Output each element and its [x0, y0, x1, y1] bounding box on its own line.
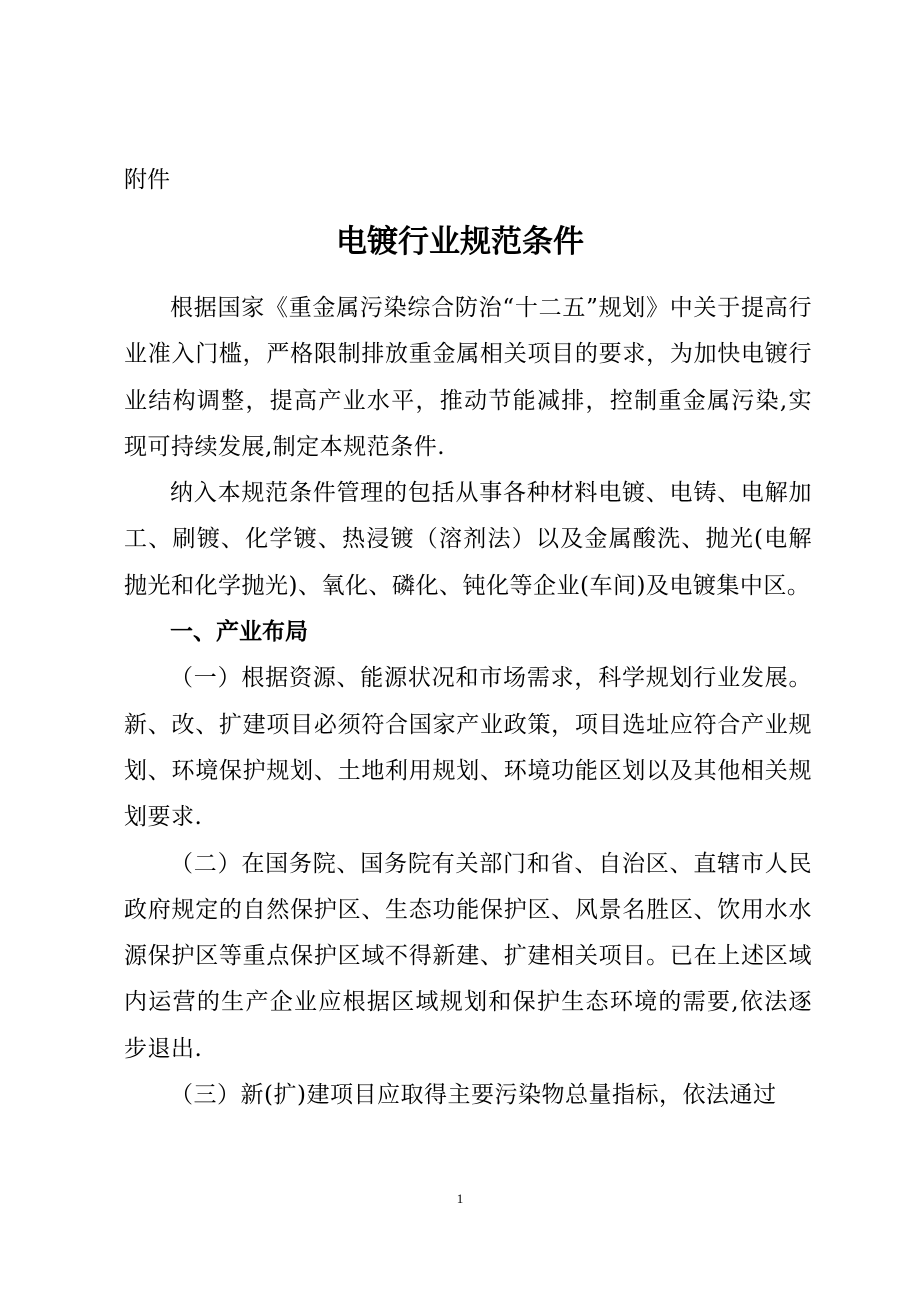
document-body: [124, 285, 812, 1118]
attachment-label: 附件: [124, 167, 170, 193]
section-item-1: （一）根据资源、能源状况和市场需求，科学规划行业发展。新、改、扩建项目必须符合国家产业政策，项目选址应符合产业规划、环境保护规划、土地利用规划、环境功能区划以及其他相关规划要求.: [124, 665, 812, 831]
intro-paragraph: 根据国家《重金属污染综合防治“十二五”规划》中关于提高行业准入门槛，严格限制排放重金属相关项目的要求，为加快电镀行业结构调整，提高产业水平，推动节能减排，控制重金属污染,实现可持续发展,制定本规范条件.: [124, 295, 812, 460]
section-item-2: （二）在国务院、国务院有关部门和省、自治区、直辖市人民政府规定的自然保护区、生态功能保护区、风景名胜区、饮用水水源保护区等重点保护区域不得新建、扩建相关项目。已在上述区域内运营的生产企业应根据区域规划和保护生态环境的需要,依法逐步退出.: [124, 850, 812, 1062]
scope-paragraph: 纳入本规范条件管理的包括从事各种材料电镀、电铸、电解加工、刷镀、化学镀、热浸镀（溶剂法）以及金属酸洗、抛光(电解抛光和化学抛光)、氧化、磷化、钝化等企业(车间)及电镀集中区。: [124, 480, 812, 599]
document-title: 电镀行业规范条件: [336, 224, 584, 260]
page-number: 1: [456, 1191, 464, 1206]
section-heading-industry-layout: 一、产业布局: [170, 619, 308, 646]
section-item-3: （三）新(扩)建项目应取得主要污染物总量指标，依法通过: [170, 1082, 777, 1109]
